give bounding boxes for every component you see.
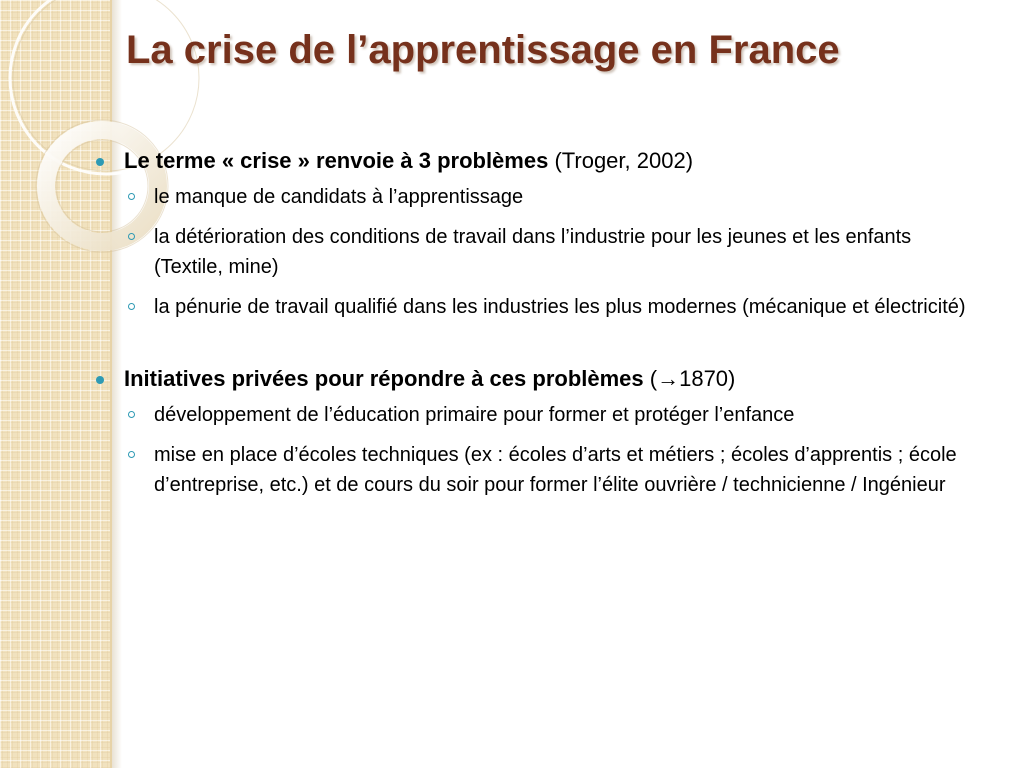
arrow-right-icon: → [657, 366, 680, 391]
sub-bullet-ring-icon [128, 193, 135, 200]
bullet-heading-citation: (Troger, 2002) [548, 148, 694, 173]
sub-item [96, 400, 974, 430]
sub-bullet-ring-icon [128, 303, 135, 310]
sub-bullet-ring-icon [128, 411, 135, 418]
slide-title: La crise de l’apprentissage en France [126, 28, 840, 72]
bullet-private-initiatives [96, 364, 996, 394]
bullet-crise-problems [96, 146, 996, 176]
sub-item-text: développement de l’éducation primaire pour former et protéger l’enfance [154, 404, 795, 426]
sub-item-text: le manque de candidats à l’apprentissage [154, 186, 524, 208]
sub-item [96, 292, 974, 322]
sub-item [96, 222, 974, 282]
sub-item [96, 182, 974, 212]
sub-item-text: mise en place d’écoles techniques (ex : écoles d’arts et métiers ; écoles d’apprentis ; école d’entreprise, etc.) et de cours du soir pour former l’élite ouvrière / technicienne / Ingénieur [154, 444, 957, 496]
sublist-private-initiatives [96, 400, 996, 500]
bullet-heading-paren-open: ( [643, 366, 658, 391]
sub-item-text: la pénurie de travail qualifié dans les industries les plus modernes (mécanique et électricité) [154, 296, 966, 318]
sub-item [96, 440, 974, 500]
sub-bullet-ring-icon [128, 233, 135, 240]
sub-bullet-ring-icon [128, 451, 135, 458]
bullet-heading-bold: Initiatives privées pour répondre à ces problèmes [124, 366, 644, 391]
sublist-crise-problems [96, 182, 996, 322]
sub-item-text: la détérioration des conditions de travail dans l’industrie pour les jeunes et les enfants (Textile, mine) [154, 226, 912, 278]
bullet-heading-year: 1870) [679, 366, 736, 391]
bullet-dot-icon [96, 158, 104, 166]
slide-content [96, 146, 996, 510]
bullet-dot-icon [96, 376, 104, 384]
bullet-heading-bold: Le terme « crise » renvoie à 3 problèmes [124, 148, 549, 173]
